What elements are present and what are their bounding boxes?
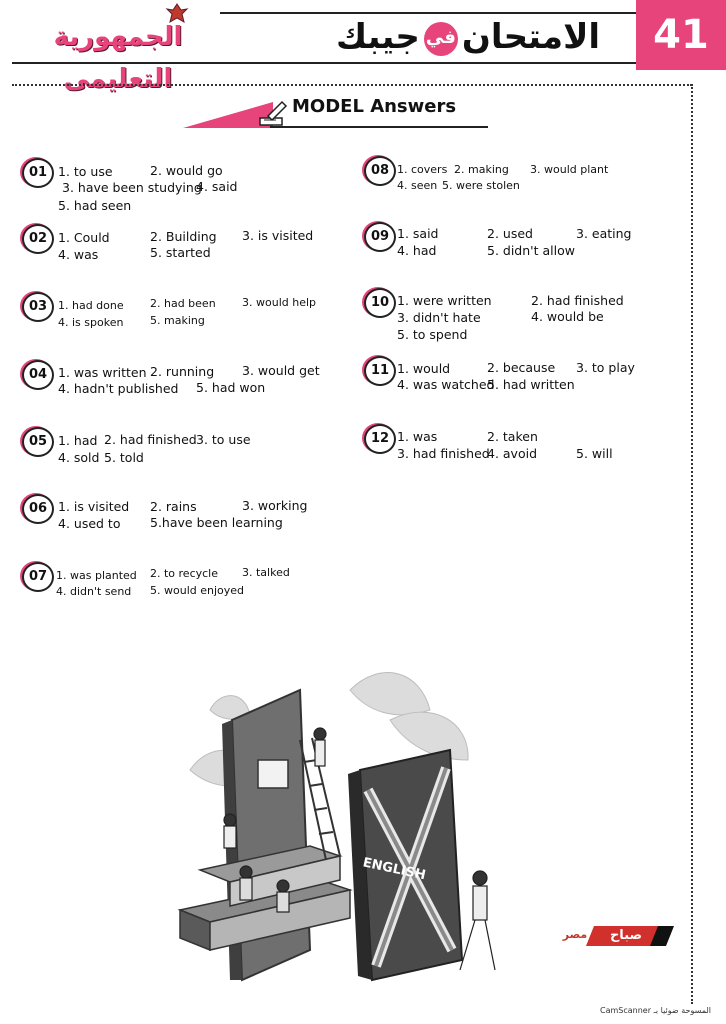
title-fi-badge: في	[424, 22, 458, 56]
pen-writing-icon	[258, 100, 288, 128]
answer-08-1: 1. covers	[397, 163, 448, 176]
answer-11-2: 2. because	[487, 360, 556, 375]
answer-10-4: 4. would be	[531, 309, 604, 324]
answer-06-4: 4. used to	[58, 516, 121, 531]
heading-underline	[270, 126, 488, 128]
answer-10-2: 2. had finished	[531, 293, 624, 308]
answer-09-3: 3. eating	[576, 226, 632, 241]
answer-01-2: 2. would go	[150, 163, 223, 178]
answer-07-5: 5. would enjoyed	[150, 584, 245, 597]
answer-08-5: 5. were stolen	[442, 179, 520, 192]
answer-01-1: 1. to use	[58, 164, 113, 179]
page-number-text: 41	[653, 12, 709, 58]
answer-06-5: 5.have been learning	[150, 515, 283, 530]
answer-07-2: 2. to recycle	[150, 567, 219, 580]
answer-12-1: 1. was	[397, 429, 438, 444]
answer-03-1: 1. had done	[58, 299, 124, 312]
dotted-border-top	[12, 84, 692, 86]
section-heading: MODEL Answers	[292, 96, 457, 117]
answer-06-3: 3. working	[242, 498, 308, 513]
answer-05-4: 4. sold	[58, 450, 100, 465]
answer-12-5: 5. will	[576, 446, 613, 461]
title-part-2: جيبك	[335, 17, 420, 57]
question-number-08: 08	[364, 156, 396, 186]
answer-04-5: 5. had won	[196, 380, 266, 395]
answer-04-1: 1. was written	[58, 365, 147, 380]
publisher-name: الجمهورية التعليمى	[53, 22, 183, 94]
answer-05-5: 5. told	[104, 450, 144, 465]
english-book-label: ENGLISH	[361, 855, 427, 884]
page-title	[318, 12, 618, 62]
answer-01-3: 3. have been studying	[62, 180, 202, 195]
question-number-11: 11	[364, 356, 396, 386]
answer-08-4: 4. seen	[397, 179, 438, 192]
answer-07-1: 1. was planted	[56, 569, 137, 582]
question-number-04: 04	[22, 360, 54, 390]
question-number-05: 05	[22, 427, 54, 457]
answer-11-4: 4. was watched	[397, 377, 495, 392]
brand-main-text: صباح	[609, 928, 643, 943]
answer-05-1: 1. had	[58, 433, 98, 448]
answer-10-5: 5. to spend	[397, 327, 468, 342]
brand-sub-text: مصر	[562, 928, 588, 941]
answer-02-3: 3. is visited	[242, 228, 314, 243]
answer-10-3: 3. didn't hate	[397, 310, 481, 325]
answer-04-4: 4. hadn't published	[58, 381, 179, 396]
answer-11-5: 5. had written	[487, 377, 575, 392]
answer-02-4: 4. was	[58, 247, 99, 262]
answer-12-3: 3. had finished	[397, 446, 490, 461]
answer-09-2: 2. used	[487, 226, 533, 241]
answer-02-1: 1. Could	[58, 230, 110, 245]
publisher-logo	[12, 16, 224, 94]
answer-07-4: 4. didn't send	[56, 585, 132, 598]
question-number-01: 01	[22, 158, 54, 188]
answer-02-5: 5. started	[150, 245, 211, 260]
answer-02-2: 2. Building	[150, 229, 217, 244]
answer-09-4: 4. had	[397, 243, 437, 258]
answer-03-3: 3. would help	[242, 296, 317, 309]
answer-12-4: 4. avoid	[487, 446, 538, 461]
answer-05-2: 2. had finished	[104, 432, 197, 447]
answer-10-1: 1. were written	[397, 293, 492, 308]
answer-03-5: 5. making	[150, 314, 205, 327]
answer-08-3: 3. would plant	[530, 163, 609, 176]
question-number-02: 02	[22, 224, 54, 254]
answer-03-4: 4. is spoken	[58, 316, 124, 329]
page-number	[636, 0, 726, 70]
answer-05-3: 3. to use	[196, 432, 251, 447]
answer-01-5: 5. had seen	[58, 198, 132, 213]
question-number-12: 12	[364, 424, 396, 454]
answer-04-2: 2. running	[150, 364, 215, 379]
answer-03-2: 2. had been	[150, 297, 216, 310]
answer-06-1: 1. is visited	[58, 499, 130, 514]
answer-12-2: 2. taken	[487, 429, 538, 444]
answer-07-3: 3. talked	[242, 566, 290, 579]
answer-11-3: 3. to play	[576, 360, 635, 375]
answer-11-1: 1. would	[397, 361, 451, 376]
question-number-03: 03	[22, 292, 54, 322]
question-number-09: 09	[364, 222, 396, 252]
books-reading-illustration	[150, 650, 530, 990]
answer-04-3: 3. would get	[242, 363, 320, 378]
answer-08-2: 2. making	[454, 163, 509, 176]
question-number-06: 06	[22, 494, 54, 524]
scanner-watermark: CamScanner المسوحة ضوئيا بـ	[600, 1006, 712, 1015]
question-number-07: 07	[22, 562, 54, 592]
answer-09-1: 1. said	[397, 226, 439, 241]
answer-09-5: 5. didn't allow	[487, 243, 575, 258]
answer-06-2: 2. rains	[150, 499, 197, 514]
title-part-1: الامتحان	[461, 17, 601, 57]
question-number-10: 10	[364, 288, 396, 318]
answer-01-4: 4. said	[196, 179, 238, 194]
dotted-border-right	[691, 84, 693, 1004]
